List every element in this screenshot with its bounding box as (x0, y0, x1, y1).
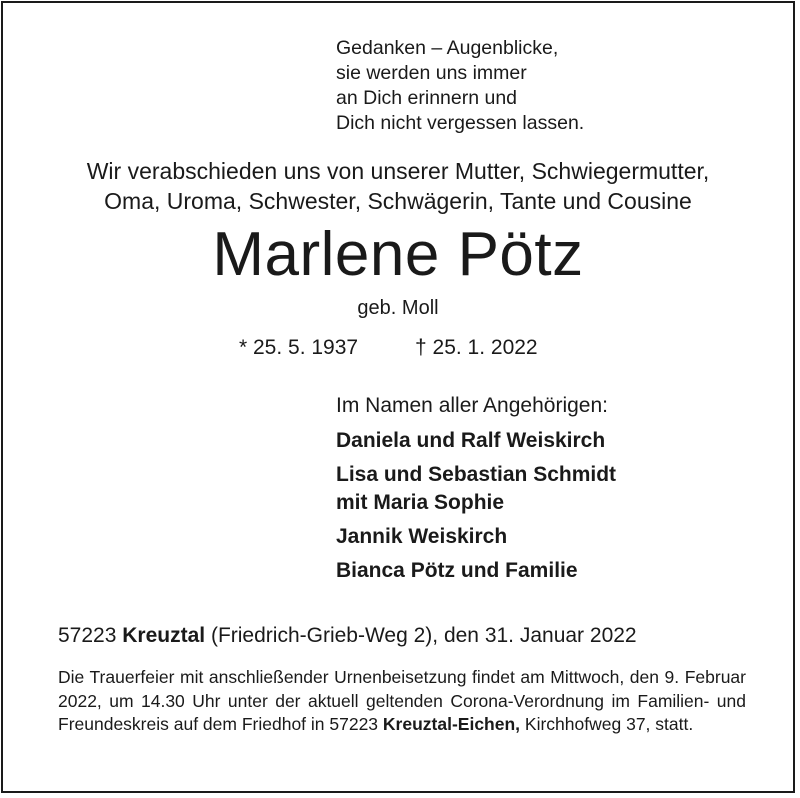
intro-text (3, 156, 793, 216)
mourner-name: Bianca Pötz und Familie (336, 559, 578, 582)
intro-line: Oma, Uroma, Schwester, Schwägerin, Tante und Cousine (104, 188, 692, 214)
poem-line: Gedanken – Augenblicke, (336, 37, 559, 59)
obituary-frame (1, 1, 795, 793)
poem-line: sie werden uns immer (336, 62, 527, 84)
notice-text: Die Trauerfeier mit anschließender Urnenbeisetzung findet am Mittwoch, den 9. Februar 2022, um 14.30 Uhr unter der aktuell geltenden Corona-Verordnung im Familien- und Freundeskreis auf dem Friedhof in 57223 (58, 667, 746, 734)
birth-date: * 25. 5. 1937 (239, 336, 359, 359)
mourner-name: Jannik Weiskirch (336, 525, 508, 548)
notice-location: Kreuztal-Eichen, (382, 714, 521, 734)
mourner-name: Lisa und Sebastian Schmidt (336, 463, 617, 486)
mourner-name: Daniela und Ralf Weiskirch (336, 429, 606, 452)
place-and-date (58, 622, 637, 650)
funeral-notice (58, 666, 746, 737)
death-date: † 25. 1. 2022 (415, 336, 538, 359)
intro-line: Wir verabschieden uns von unserer Mutter, Schwiegermutter, (86, 158, 710, 184)
maiden-name: geb. Moll (357, 297, 439, 319)
address-date: (Friedrich-Grieb-Weg 2), den 31. Januar 2022 (210, 624, 637, 647)
poem-line: Dich nicht vergessen lassen. (336, 112, 585, 134)
mourners-block (336, 392, 616, 591)
notice-text-end: Kirchhofweg 37, statt. (524, 714, 694, 734)
mourner-name: mit Maria Sophie (336, 491, 505, 514)
deceased-name: Marlene Pötz (212, 220, 584, 289)
postal-code: 57223 (58, 624, 117, 647)
city: Kreuztal (122, 624, 206, 647)
poem (336, 36, 584, 136)
poem-line: an Dich erinnern und (336, 87, 518, 109)
mourners-heading: Im Namen aller Angehörigen: (336, 394, 608, 417)
